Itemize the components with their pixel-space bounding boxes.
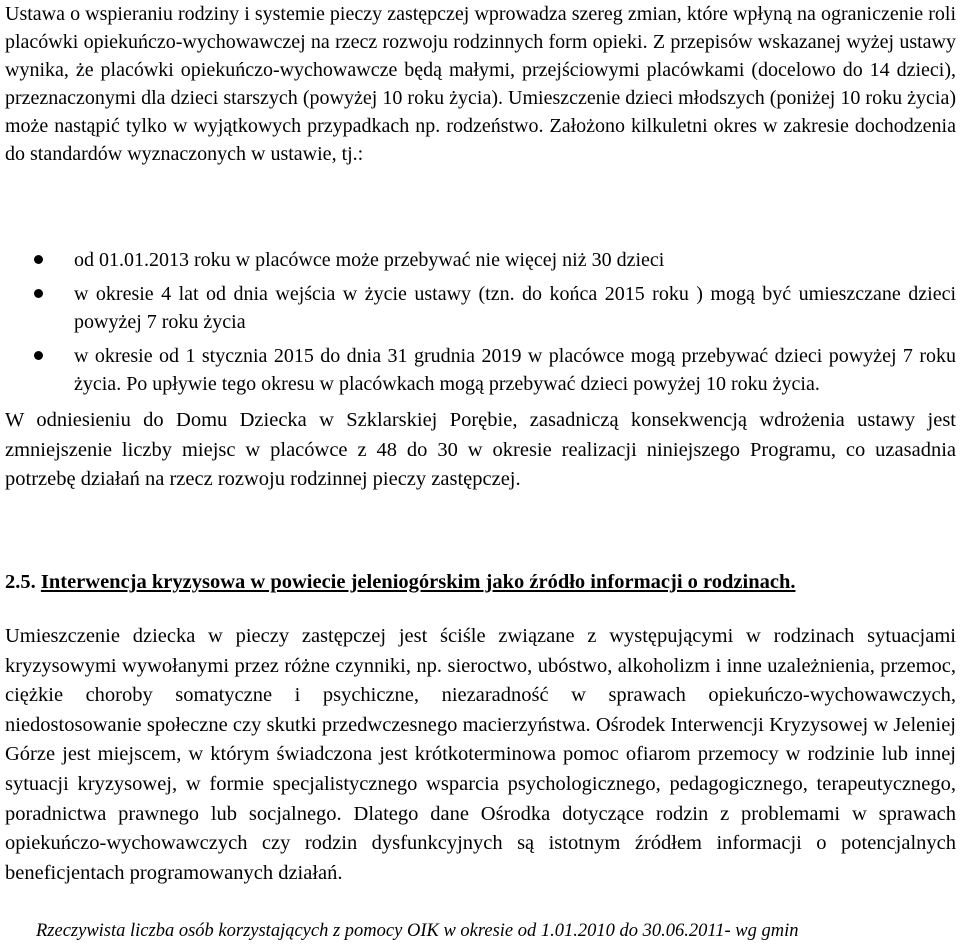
section-heading [5,568,795,596]
list-item-text: w okresie 4 lat od dnia wejścia w życie ustawy (tzn. do końca 2015 roku ) mogą być umieszczane dzieci powyżej 7 roku życia [74,283,956,333]
bullet-icon [34,255,43,264]
list-item [0,342,956,398]
consequence-paragraph: W odniesieniu do Domu Dziecka w Szklarskiej Porębie, zasadniczą konsekwencją wdrożenia ustawy jest zmniejszenie liczby miejsc w placówce z 48 do 30 w okresie realizacji niniejszego Programu, co uzasadnia potrzebę działań na rzecz rozwoju rodzinnej pieczy zastępczej. [5,409,956,490]
bullet-icon [34,351,43,360]
bullet-icon [34,289,43,298]
list-item [0,246,956,274]
requirements-list [0,246,960,404]
table-caption: Rzeczywista liczba osób korzystających z pomocy OIK w okresie od 1.01.2010 do 30.06.2011- wg gmin [36,921,799,941]
list-item-text: w okresie od 1 stycznia 2015 do dnia 31 grudnia 2019 w placówce mogą przebywać dzieci powyżej 7 roku życia. Po upływie tego okresu w placówkach mogą przebywać dzieci powyżej 10 roku życia. [74,345,956,395]
list-item [0,280,956,336]
section-title: Interwencja kryzysowa w powiecie jeleniogórskim jako źródło informacji o rodzinach. [40,571,796,593]
intro-paragraph: Ustawa o wspieraniu rodziny i systemie pieczy zastępczej wprowadza szereg zmian, które wpłyną na ograniczenie roli placówki opiekuńczo-wychowawczej na rzecz rozwoju rodzinnych form opieki. Z przepisów wskazanej wyżej ustawy wynika, że placówki opiekuńczo-wychowawcze będą małymi, przejściowymi placówkami (docelowo do 14 dzieci), przeznaczonymi dla dzieci starszych (powyżej 10 roku życia). Umieszczenie dzieci młodszych (poniżej 10 roku życia) może nastąpić tylko w wyjątkowych przypadkach np. rodzeństwo. Założono kilkuletni okres w zakresie dochodzenia do standardów wyznaczonych w ustawie, tj.: [5,3,956,165]
crisis-intervention-paragraph: Umieszczenie dziecka w pieczy zastępczej jest ściśle związane z występującymi w rodzinach sytuacjami kryzysowymi wywołanymi przez różne czynniki, np. sieroctwo, ubóstwo, alkoholizm i inne uzależnienia, przemoc, ciężkie choroby somatyczne i psychiczne, niezaradność w sprawach opiekuńczo-wychowawczych, niedostosowanie społeczne czy skutki przedwczesnego macierzyństwa. Ośrodek Interwencji Kryzysowej w Jeleniej Górze jest miejscem, w którym świadczona jest krótkoterminowa pomoc ofiarom przemocy w rodzinie lub innej sytuacji kryzysowej, w formie specjalistycznego wsparcia psychologicznego, pedagogicznego, terapeutycznego, poradnictwa prawnego lub socjalnego. Dlatego dane Ośrodka dotyczące rodzin z problemami w sprawach opiekuńczo-wychowawczych czy rodzin dysfunkcyjnych są istotnym źródłem informacji o potencjalnych beneficjentach programowanych działań. [5,625,956,884]
list-item-text: od 01.01.2013 roku w placówce może przebywać nie więcej niż 30 dzieci [74,249,665,271]
section-number: 2.5. [5,571,36,593]
